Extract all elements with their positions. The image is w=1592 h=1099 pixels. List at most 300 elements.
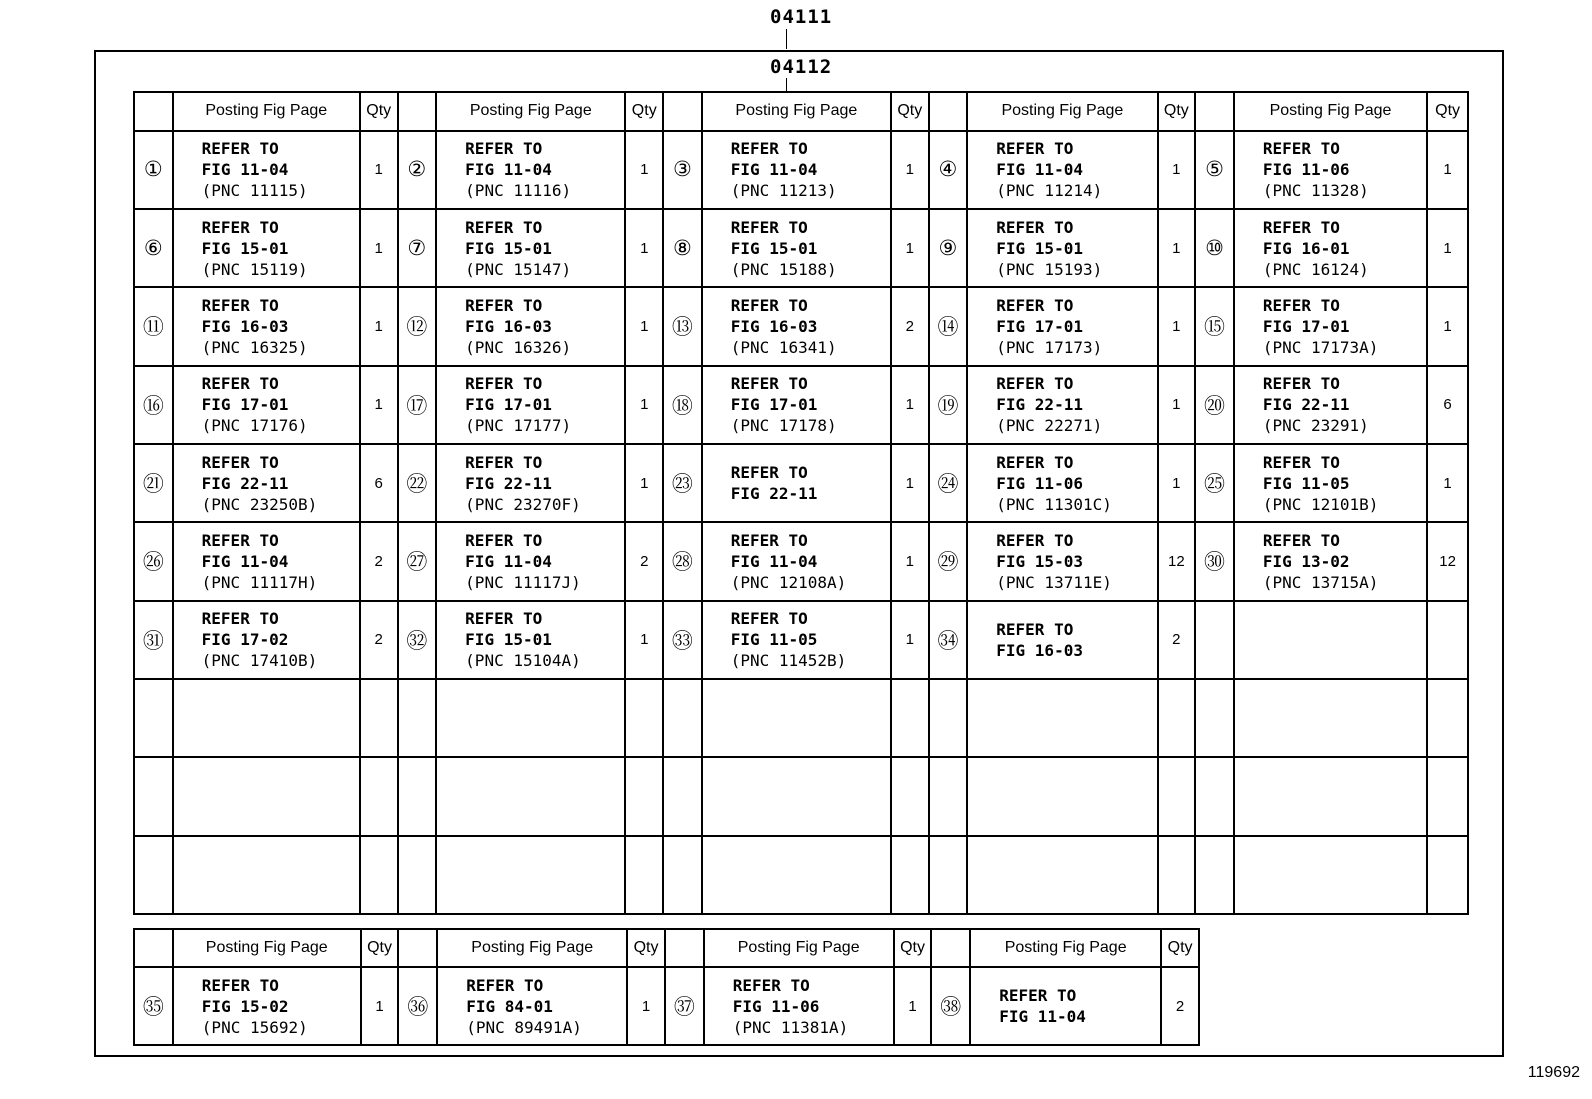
callout-number: ㉚: [1195, 522, 1234, 600]
qty-cell: 1: [1158, 287, 1196, 365]
fig-reference: FIG 11-04: [730, 551, 818, 571]
callout-number: ⑩: [1195, 209, 1234, 287]
header-posting-fig-page: Posting Fig Page: [1234, 92, 1427, 131]
fig-reference: FIG 17-01: [730, 395, 818, 415]
refer-to-text: REFER TO: [465, 374, 543, 394]
posting-fig-page-cell: [173, 131, 360, 209]
callout-number: ⑲: [929, 366, 968, 444]
qty-cell: [891, 679, 929, 757]
header-blank-cell: [134, 92, 173, 131]
fig-reference: FIG 16-03: [730, 316, 818, 336]
refer-to-text: REFER TO: [465, 295, 543, 315]
pnc-reference: (PNC 11117H): [201, 572, 318, 592]
table-row: [134, 131, 1468, 209]
pnc-reference: (PNC 11452B): [730, 651, 847, 671]
header-qty: Qty: [891, 92, 929, 131]
qty-cell: 12: [1427, 522, 1468, 600]
refer-to-text: REFER TO: [996, 217, 1074, 237]
fig-reference: FIG 11-05: [730, 630, 818, 650]
posting-fig-page-cell: [436, 366, 625, 444]
posting-fig-page-cell: [173, 601, 360, 679]
refer-to-text: REFER TO: [996, 452, 1074, 472]
refer-to-text: REFER TO: [996, 139, 1074, 159]
qty-cell: 1: [891, 444, 929, 522]
pnc-reference: (PNC 23270F): [465, 494, 581, 514]
fig-reference: FIG 22-11: [1262, 395, 1350, 415]
qty-cell: 1: [1158, 366, 1196, 444]
callout-number: ⑭: [929, 287, 968, 365]
callout-number: ⑧: [663, 209, 702, 287]
table-row: [134, 287, 1468, 365]
qty-cell: [1427, 679, 1468, 757]
posting-fig-page-cell: [702, 522, 891, 600]
posting-fig-page-cell: [702, 836, 891, 914]
pnc-reference: (PNC 17176): [201, 416, 308, 436]
callout-number: [663, 757, 702, 835]
refer-to-text: REFER TO: [730, 463, 808, 483]
qty-cell: [1427, 601, 1468, 679]
table-row: [134, 366, 1468, 444]
callout-number: ④: [929, 131, 968, 209]
callout-number: ⑬: [663, 287, 702, 365]
fig-reference: FIG 22-11: [201, 473, 289, 493]
qty-cell: 1: [894, 967, 932, 1045]
refer-to-text: REFER TO: [730, 295, 808, 315]
posting-fig-page-cell: [436, 444, 625, 522]
posting-fig-page-cell: [173, 366, 360, 444]
header-posting-fig-page: Posting Fig Page: [970, 929, 1161, 967]
pnc-reference: (PNC 17178): [730, 416, 837, 436]
header-posting-fig-page: Posting Fig Page: [704, 929, 894, 967]
qty-cell: 1: [891, 601, 929, 679]
callout-number: ③: [663, 131, 702, 209]
pnc-reference: (PNC 16326): [465, 337, 572, 357]
fig-reference: FIG 17-01: [1262, 316, 1350, 336]
parts-reference-table: [133, 91, 1469, 915]
qty-cell: 6: [360, 444, 398, 522]
posting-fig-page-cell: [702, 601, 891, 679]
refer-to-text: REFER TO: [466, 975, 544, 995]
pnc-reference: (PNC 17173A): [1262, 337, 1379, 357]
pnc-reference: (PNC 17173): [996, 337, 1103, 357]
pnc-reference: (PNC 22271): [996, 416, 1103, 436]
header-qty: Qty: [1158, 92, 1196, 131]
posting-fig-page-cell: [436, 836, 625, 914]
posting-fig-page-cell: [967, 366, 1157, 444]
table-row: [134, 209, 1468, 287]
assembly-label: 04111: [770, 6, 833, 28]
table-row: [134, 444, 1468, 522]
posting-fig-page-cell: [702, 444, 891, 522]
posting-fig-page-cell: [173, 836, 360, 914]
table-row: [134, 836, 1468, 914]
fig-reference: FIG 15-01: [465, 238, 552, 258]
fig-reference: FIG 15-01: [465, 630, 552, 650]
qty-cell: 1: [361, 967, 399, 1045]
posting-fig-page-cell: [1234, 131, 1427, 209]
posting-fig-page-cell: [436, 131, 625, 209]
callout-number: [134, 836, 173, 914]
posting-fig-page-cell: [702, 131, 891, 209]
refer-to-text: REFER TO: [201, 609, 279, 629]
callout-number: [134, 757, 173, 835]
pnc-reference: (PNC 13715A): [1262, 572, 1379, 592]
header-blank-cell: [663, 92, 702, 131]
fig-reference: FIG 17-02: [201, 630, 289, 650]
posting-fig-page-cell: [1234, 757, 1427, 835]
posting-fig-page-cell: [967, 601, 1157, 679]
callout-number: [134, 679, 173, 757]
posting-fig-page-cell: [173, 287, 360, 365]
posting-fig-page-cell: [173, 757, 360, 835]
fig-reference: FIG 11-05: [1262, 473, 1350, 493]
refer-to-text: REFER TO: [1262, 530, 1340, 550]
pnc-reference: (PNC 12108A): [730, 572, 847, 592]
table-row: [134, 967, 1199, 1045]
callout-number: [929, 757, 968, 835]
callout-number: ⑪: [134, 287, 173, 365]
callout-number: ⑳: [1195, 366, 1234, 444]
header-posting-fig-page: Posting Fig Page: [436, 92, 625, 131]
header-posting-fig-page: Posting Fig Page: [173, 929, 361, 967]
posting-fig-page-cell: [967, 131, 1157, 209]
pnc-reference: (PNC 12101B): [1262, 494, 1379, 514]
posting-fig-page-cell: [437, 967, 627, 1045]
header-row: [134, 929, 1199, 967]
callout-number: [1195, 757, 1234, 835]
callout-number: ㉖: [134, 522, 173, 600]
header-qty: Qty: [1427, 92, 1468, 131]
fig-reference: FIG 17-01: [201, 395, 289, 415]
refer-to-text: REFER TO: [730, 374, 808, 394]
posting-fig-page-cell: [1234, 444, 1427, 522]
callout-number: ㉛: [134, 601, 173, 679]
qty-cell: [1427, 836, 1468, 914]
fig-reference: FIG 13-02: [1262, 551, 1350, 571]
pnc-reference: (PNC 16124): [1262, 259, 1369, 279]
fig-reference: FIG 11-04: [201, 551, 289, 571]
callout-number: ①: [134, 131, 173, 209]
callout-number: [1195, 836, 1234, 914]
table-row: [134, 679, 1468, 757]
posting-fig-page-cell: [1234, 209, 1427, 287]
header-qty: Qty: [361, 929, 399, 967]
qty-cell: [1427, 757, 1468, 835]
assembly-leader-line: [786, 29, 787, 49]
fig-reference: FIG 84-01: [466, 996, 553, 1016]
qty-cell: [891, 836, 929, 914]
header-blank-cell: [665, 929, 704, 967]
callout-number: [663, 679, 702, 757]
posting-fig-page-cell: [436, 287, 625, 365]
posting-fig-page-cell: [173, 967, 361, 1045]
posting-fig-page-cell: [1234, 522, 1427, 600]
pnc-reference: (PNC 16341): [730, 337, 837, 357]
qty-cell: [625, 679, 663, 757]
refer-to-text: REFER TO: [465, 217, 543, 237]
callout-number: ㉝: [663, 601, 702, 679]
qty-cell: 1: [625, 366, 663, 444]
qty-cell: 1: [1427, 131, 1468, 209]
pnc-reference: (PNC 15193): [996, 259, 1103, 279]
posting-fig-page-cell: [1234, 287, 1427, 365]
fig-reference: FIG 11-04: [730, 160, 818, 180]
callout-number: ⑰: [398, 366, 437, 444]
refer-to-text: REFER TO: [201, 530, 279, 550]
pnc-reference: (PNC 11213): [730, 181, 837, 201]
header-blank-cell: [931, 929, 970, 967]
fig-reference: FIG 15-01: [730, 238, 818, 258]
callout-number: ②: [398, 131, 437, 209]
pnc-reference: (PNC 89491A): [466, 1017, 582, 1037]
refer-to-text: REFER TO: [996, 374, 1074, 394]
callout-number: ㊲: [665, 967, 704, 1045]
posting-fig-page-cell: [436, 601, 625, 679]
posting-fig-page-cell: [1234, 836, 1427, 914]
fig-reference: FIG 16-03: [465, 316, 552, 336]
qty-cell: 1: [891, 131, 929, 209]
refer-to-text: REFER TO: [201, 452, 279, 472]
qty-cell: 1: [1158, 444, 1196, 522]
posting-fig-page-cell: [1234, 601, 1427, 679]
fig-reference: FIG 15-01: [201, 238, 289, 258]
qty-cell: 1: [1158, 209, 1196, 287]
posting-fig-page-cell: [436, 209, 625, 287]
header-qty: Qty: [627, 929, 665, 967]
callout-number: [398, 836, 437, 914]
qty-cell: 1: [625, 131, 663, 209]
pnc-reference: (PNC 17410B): [201, 651, 318, 671]
qty-cell: [1158, 679, 1196, 757]
callout-number: ㉟: [134, 967, 173, 1045]
table-row: [134, 757, 1468, 835]
qty-cell: 1: [360, 287, 398, 365]
qty-cell: 2: [1161, 967, 1199, 1045]
posting-fig-page-cell: [436, 522, 625, 600]
callout-number: ⑥: [134, 209, 173, 287]
callout-number: ⑦: [398, 209, 437, 287]
callout-number: [929, 836, 968, 914]
refer-to-text: REFER TO: [730, 217, 808, 237]
fig-reference: FIG 11-04: [996, 160, 1083, 180]
callout-number: ㉕: [1195, 444, 1234, 522]
posting-fig-page-cell: [173, 522, 360, 600]
callout-number: ⑮: [1195, 287, 1234, 365]
table-row: [134, 522, 1468, 600]
fig-reference: FIG 16-03: [201, 316, 289, 336]
refer-to-text: REFER TO: [201, 139, 279, 159]
pnc-reference: (PNC 16325): [201, 337, 308, 357]
fig-reference: FIG 22-11: [996, 395, 1083, 415]
fig-reference: FIG 11-06: [1262, 160, 1350, 180]
posting-fig-page-cell: [702, 757, 891, 835]
callout-number: ㉘: [663, 522, 702, 600]
pnc-reference: (PNC 23250B): [201, 494, 318, 514]
qty-cell: 1: [625, 287, 663, 365]
refer-to-text: REFER TO: [730, 139, 808, 159]
header-qty: Qty: [1161, 929, 1199, 967]
header-blank-cell: [398, 92, 437, 131]
posting-fig-page-cell: [702, 679, 891, 757]
table-row: [134, 601, 1468, 679]
posting-fig-page-cell: [704, 967, 894, 1045]
callout-number: ㉒: [398, 444, 437, 522]
fig-reference: FIG 15-02: [201, 996, 289, 1016]
callout-number: [1195, 601, 1234, 679]
posting-fig-page-cell: [1234, 366, 1427, 444]
fig-reference: FIG 16-03: [996, 640, 1083, 660]
posting-fig-page-cell: [967, 679, 1157, 757]
qty-cell: 1: [625, 209, 663, 287]
pnc-reference: (PNC 13711E): [996, 572, 1112, 592]
callout-number: ㉜: [398, 601, 437, 679]
callout-number: ⑤: [1195, 131, 1234, 209]
refer-to-text: REFER TO: [999, 986, 1077, 1006]
fig-reference: FIG 17-01: [465, 395, 552, 415]
refer-to-text: REFER TO: [730, 609, 808, 629]
pnc-reference: (PNC 15147): [465, 259, 572, 279]
refer-to-text: REFER TO: [1262, 139, 1340, 159]
qty-cell: [360, 757, 398, 835]
document-id: 119692: [1527, 1064, 1580, 1081]
qty-cell: 2: [625, 522, 663, 600]
refer-to-text: REFER TO: [730, 530, 808, 550]
qty-cell: 2: [1158, 601, 1196, 679]
fig-reference: FIG 11-04: [465, 551, 552, 571]
fig-reference: FIG 22-11: [465, 473, 552, 493]
refer-to-text: REFER TO: [996, 295, 1074, 315]
header-qty: Qty: [360, 92, 398, 131]
callout-number: ㉑: [134, 444, 173, 522]
posting-fig-page-cell: [967, 522, 1157, 600]
fig-reference: FIG 11-04: [201, 160, 289, 180]
refer-to-text: REFER TO: [996, 619, 1074, 639]
refer-to-text: REFER TO: [201, 374, 279, 394]
callout-number: ㉙: [929, 522, 968, 600]
refer-to-text: REFER TO: [201, 975, 279, 995]
callout-number: ㉗: [398, 522, 437, 600]
refer-to-text: REFER TO: [201, 295, 279, 315]
posting-fig-page-cell: [967, 209, 1157, 287]
fig-reference: FIG 11-06: [732, 996, 820, 1016]
callout-number: ⑯: [134, 366, 173, 444]
refer-to-text: REFER TO: [732, 975, 810, 995]
qty-cell: 6: [1427, 366, 1468, 444]
posting-fig-page-cell: [173, 444, 360, 522]
header-row: [134, 92, 1468, 131]
header-blank-cell: [398, 929, 437, 967]
callout-number: [663, 836, 702, 914]
qty-cell: 12: [1158, 522, 1196, 600]
pnc-reference: (PNC 15188): [730, 259, 837, 279]
sub-assembly-label: 04112: [770, 56, 833, 78]
callout-number: [398, 679, 437, 757]
posting-fig-page-cell: [967, 287, 1157, 365]
qty-cell: [625, 757, 663, 835]
qty-cell: 1: [1427, 444, 1468, 522]
refer-to-text: REFER TO: [1262, 295, 1340, 315]
callout-number: ㊱: [398, 967, 437, 1045]
posting-fig-page-cell: [173, 679, 360, 757]
sub-assembly-leader-line: [786, 78, 787, 91]
header-blank-cell: [1195, 92, 1234, 131]
refer-to-text: REFER TO: [996, 530, 1074, 550]
qty-cell: [1158, 836, 1196, 914]
posting-fig-page-cell: [1234, 679, 1427, 757]
pnc-reference: (PNC 17177): [465, 416, 572, 436]
pnc-reference: (PNC 11381A): [732, 1017, 849, 1037]
qty-cell: 1: [627, 967, 665, 1045]
fig-reference: FIG 15-03: [996, 551, 1083, 571]
refer-to-text: REFER TO: [465, 530, 543, 550]
refer-to-text: REFER TO: [201, 217, 279, 237]
fig-reference: FIG 17-01: [996, 316, 1083, 336]
fig-reference: FIG 15-01: [996, 238, 1083, 258]
posting-fig-page-cell: [967, 444, 1157, 522]
pnc-reference: (PNC 11117J): [465, 572, 581, 592]
posting-fig-page-cell: [173, 209, 360, 287]
refer-to-text: REFER TO: [465, 609, 543, 629]
pnc-reference: (PNC 15104A): [465, 651, 581, 671]
qty-cell: [625, 836, 663, 914]
qty-cell: 1: [625, 444, 663, 522]
callout-number: ㉔: [929, 444, 968, 522]
qty-cell: 1: [1427, 209, 1468, 287]
posting-fig-page-cell: [970, 967, 1161, 1045]
pnc-reference: (PNC 15119): [201, 259, 308, 279]
callout-number: ⑫: [398, 287, 437, 365]
header-qty: Qty: [894, 929, 932, 967]
fig-reference: FIG 11-04: [999, 1007, 1086, 1027]
qty-cell: 1: [360, 366, 398, 444]
qty-cell: 2: [360, 601, 398, 679]
qty-cell: 2: [891, 287, 929, 365]
refer-to-text: REFER TO: [465, 452, 543, 472]
pnc-reference: (PNC 11328): [1262, 181, 1369, 201]
callout-number: ⑱: [663, 366, 702, 444]
pnc-reference: (PNC 23291): [1262, 416, 1369, 436]
qty-cell: 1: [1158, 131, 1196, 209]
fig-reference: FIG 11-04: [465, 160, 552, 180]
qty-cell: [360, 836, 398, 914]
header-posting-fig-page: Posting Fig Page: [437, 929, 627, 967]
qty-cell: [891, 757, 929, 835]
refer-to-text: REFER TO: [465, 139, 543, 159]
callout-number: [398, 757, 437, 835]
fig-reference: FIG 22-11: [730, 484, 818, 504]
pnc-reference: (PNC 15692): [201, 1017, 308, 1037]
qty-cell: 2: [360, 522, 398, 600]
fig-reference: FIG 16-01: [1262, 238, 1350, 258]
posting-fig-page-cell: [436, 679, 625, 757]
qty-cell: 1: [891, 522, 929, 600]
header-posting-fig-page: Posting Fig Page: [702, 92, 891, 131]
header-blank-cell: [134, 929, 173, 967]
callout-number: ㉓: [663, 444, 702, 522]
callout-number: ㊳: [931, 967, 970, 1045]
callout-number: [1195, 679, 1234, 757]
header-posting-fig-page: Posting Fig Page: [967, 92, 1157, 131]
pnc-reference: (PNC 11115): [201, 181, 308, 201]
parts-reference-table-secondary: [133, 928, 1200, 1046]
pnc-reference: (PNC 11301C): [996, 494, 1112, 514]
qty-cell: 1: [891, 209, 929, 287]
header-qty: Qty: [625, 92, 663, 131]
fig-reference: FIG 11-06: [996, 473, 1083, 493]
posting-fig-page-cell: [702, 209, 891, 287]
posting-fig-page-cell: [436, 757, 625, 835]
posting-fig-page-cell: [702, 366, 891, 444]
